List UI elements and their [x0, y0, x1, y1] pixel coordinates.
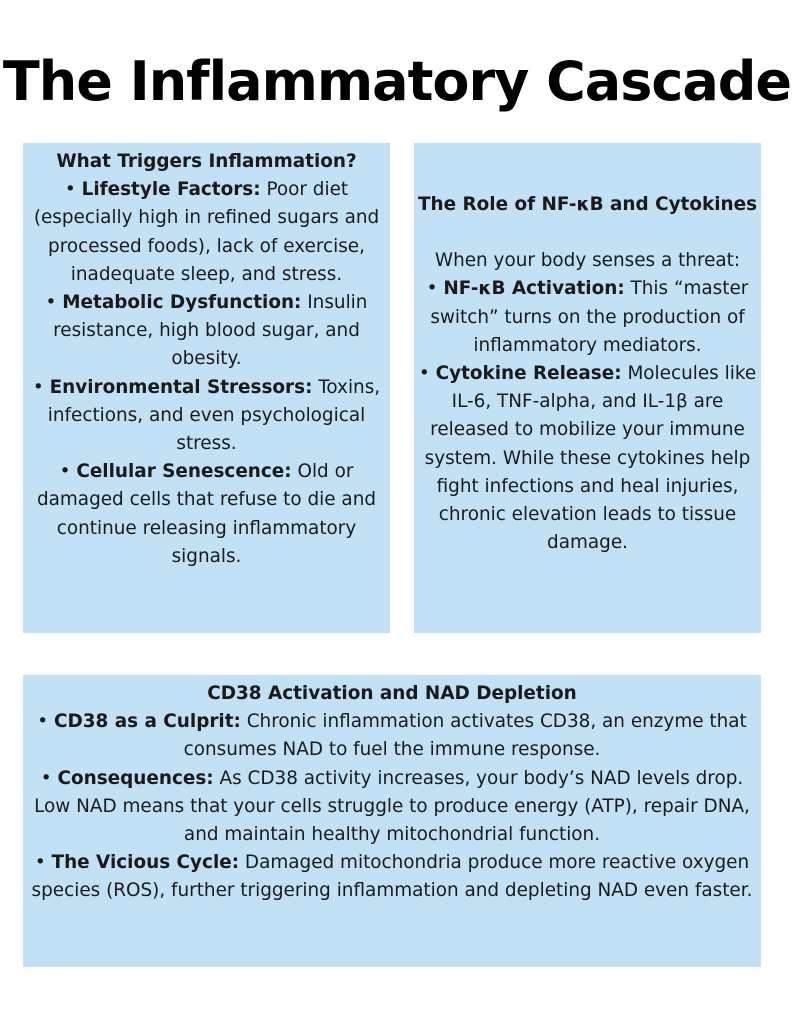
trigger-text: Old or damaged cells that refuse to die and continue releasing inflammatory signals. — [36, 461, 377, 567]
bullet: • — [40, 767, 52, 789]
bullet: • — [64, 179, 76, 201]
cd38-text: As CD38 activity increases, your body’s NAD levels drop. Low NAD means that your cells struggle to produce energy (ATP), repair DNA, and maintain healthy mitochondrial function. — [34, 767, 750, 846]
cd38-card — [23, 675, 761, 967]
bullet: • — [426, 278, 438, 300]
nfkb-term: Cytokine Release: — [435, 363, 622, 385]
trigger-term: Metabolic Dysfunction: — [62, 292, 302, 314]
trigger-item-lifestyle — [27, 176, 386, 289]
trigger-term: Lifestyle Factors: — [81, 179, 261, 201]
bullet: • — [418, 363, 430, 385]
trigger-item-senescence — [27, 458, 386, 571]
bullet: • — [45, 292, 57, 314]
nfkb-text: This “master switch” turns on the production of inflammatory mediators. — [430, 278, 749, 356]
trigger-term: Cellular Senescence: — [76, 461, 292, 483]
cd38-text: Damaged mitochondria produce more reactive oxygen species (ROS), further triggering inflammation and depleting NAD even faster. — [31, 852, 753, 902]
nfkb-intro: When your body senses a threat: — [434, 250, 741, 272]
cd38-heading: CD38 Activation and NAD Depletion — [207, 683, 577, 704]
trigger-item-metabolic — [27, 289, 386, 374]
trigger-text: Toxins, infections, and even psychological stress. — [47, 376, 381, 455]
trigger-text: Poor diet (especially high in refined sugars and processed foods), lack of exercise, inadequate sleep, and stress. — [33, 179, 380, 285]
nfkb-term: NF-κB Activation: — [443, 278, 625, 300]
nfkb-heading: The Role of NF-κB and Cytokines — [417, 194, 758, 215]
trigger-term: Environmental Stressors: — [49, 376, 313, 398]
trigger-text: Insulin resistance, high blood sugar, and obesity. — [53, 292, 368, 370]
cd38-text: Chronic inflammation activates CD38, an enzyme that consumes NAD to fuel the immune response. — [183, 711, 747, 761]
page-title: The Inflammatory Cascade — [2, 50, 792, 113]
cd38-item-culprit — [27, 708, 757, 764]
cd38-term: The Vicious Cycle: — [51, 852, 240, 874]
bullet: • — [59, 461, 71, 483]
triggers-card — [23, 143, 390, 633]
cd38-item-cycle — [27, 849, 757, 905]
bullet: • — [34, 852, 46, 874]
bullet: • — [32, 376, 44, 398]
bullet: • — [37, 711, 49, 733]
cd38-term: CD38 as a Culprit: — [53, 711, 241, 733]
nfkb-text: Molecules like IL-6, TNF-alpha, and IL-1β are released to mobilize your immune system. While these cytokines help fight infections and heal injuries, chronic elevation leads to tissue damage. — [424, 363, 757, 554]
nfkb-item-cytokine — [416, 360, 759, 557]
triggers-heading: What Triggers Inflammation? — [56, 151, 357, 172]
cd38-term: Consequences: — [57, 767, 214, 789]
trigger-item-environmental — [27, 374, 386, 459]
cd38-item-consequences — [27, 765, 757, 850]
nfkb-card — [414, 143, 761, 633]
nfkb-item-activation — [416, 275, 759, 360]
